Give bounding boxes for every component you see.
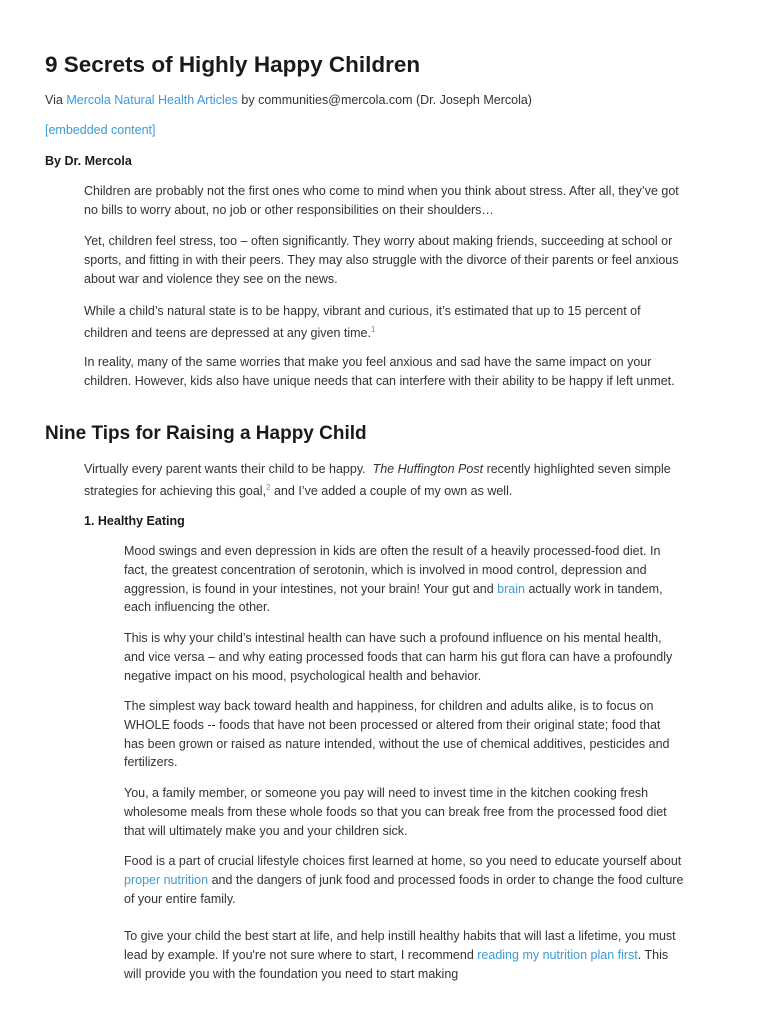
- section-intro-text-a: Virtually every parent wants their child to be happy.: [84, 462, 366, 476]
- section-intro-text-c: and I’ve added a couple of my own as well.: [273, 484, 513, 498]
- tip1-paragraph-5: [124, 852, 684, 908]
- tip1-paragraph-3: The simplest way back toward health and happiness, for children and adults alike, is to focus on WHOLE foods -- foods that have not been processed or altered from their original state; food that has been grown or raised as nature intended, without the use of chemical additives, pesticides and fertilizers.: [124, 699, 670, 770]
- via-prefix: Via: [45, 93, 63, 107]
- byline: By Dr. Mercola: [45, 154, 132, 168]
- tip1-paragraph-1: [124, 542, 684, 617]
- source-line: [45, 91, 532, 109]
- tip1-paragraph-1-text-b: actually work in tandem, each influencing the other.: [124, 581, 663, 615]
- section-intro-paragraph: [84, 458, 684, 502]
- footnote-ref-1[interactable]: 1: [370, 325, 376, 334]
- via-suffix: by communities@mercola.com (Dr. Joseph Mercola): [241, 93, 532, 107]
- tip1-paragraph-2: This is why your child’s intestinal health can have such a profound influence on his mental health, and vice versa – and why eating processed foods that can harm his gut flora can have a profoundly negative impact on his mood, psychological health and behavior.: [124, 631, 673, 683]
- intro-paragraph-1: Children are probably not the first ones who come to mind when you think about stress. After all, they’ve got no bills to worry about, no job or other responsibilities on their shoulders…: [84, 184, 679, 217]
- footnote-ref-2[interactable]: 2: [266, 483, 271, 492]
- intro-paragraph-3: [84, 300, 684, 344]
- tip1-paragraph-6-text-b: . This will provide you with the foundation you need to start making: [124, 947, 669, 981]
- proper-nutrition-link[interactable]: proper nutrition: [124, 872, 209, 887]
- article-title: 9 Secrets of Highly Happy Children: [45, 52, 421, 77]
- tip-heading-healthy-eating: 1. Healthy Eating: [84, 514, 185, 528]
- intro-paragraph-2: Yet, children feel stress, too – often significantly. They worry about making friends, succeeding at school or sports, and fitting in with their peers. They may also struggle with the divorce of their parents or feel anxious about war and violence they see on the news.: [84, 234, 679, 286]
- tip1-paragraph-6: [124, 927, 684, 983]
- tip1-paragraph-5-text-a: Food is a part of crucial lifestyle choices first learned at home, so you need to educate yourself about: [124, 854, 682, 868]
- intro-paragraph-3-text: While a child’s natural state is to be happy, vibrant and curious, it’s estimated that up to 15 percent of children and teens are depressed at any given time.: [84, 304, 641, 340]
- tip1-paragraph-4: You, a family member, or someone you pay will need to invest time in the kitchen cooking fresh wholesome meals from these whole foods so that you can break free from the processed food diet that will ultimately make you and your children sick.: [124, 786, 667, 838]
- section-heading: Nine Tips for Raising a Happy Child: [45, 423, 367, 444]
- intro-paragraph-4: In reality, many of the same worries that make you feel anxious and sad have the same impact on your children. However, kids also have unique needs that can interfere with their ability to be happy if left unmet.: [84, 355, 675, 388]
- brain-link[interactable]: brain: [497, 581, 525, 596]
- nutrition-plan-link[interactable]: reading my nutrition plan first: [477, 947, 638, 962]
- tip1-paragraph-5-text-b: and the dangers of junk food and processed foods in order to change the food culture of your entire family.: [124, 872, 684, 906]
- tip1-paragraph-1-text-a: Mood swings and even depression in kids are often the result of a heavily processed-food diet. In fact, the greatest concentration of serotonin, which is involved in mood control, depression and aggression, is found in your intestines, not your brain! Your gut and: [124, 544, 661, 596]
- tip1-paragraph-6-text-a: To give your child the best start at life, and help instill healthy habits that will last a lifetime, you must lead by example. If you're not sure where to start, I recommend: [124, 929, 676, 962]
- section-intro-text-b: recently highlighted seven simple strategies for achieving this goal,: [84, 462, 671, 498]
- embedded-content-link[interactable]: [embedded content]: [45, 123, 156, 137]
- publication-name: The Huffington Post: [372, 462, 484, 476]
- source-link[interactable]: Mercola Natural Health Articles: [66, 93, 238, 107]
